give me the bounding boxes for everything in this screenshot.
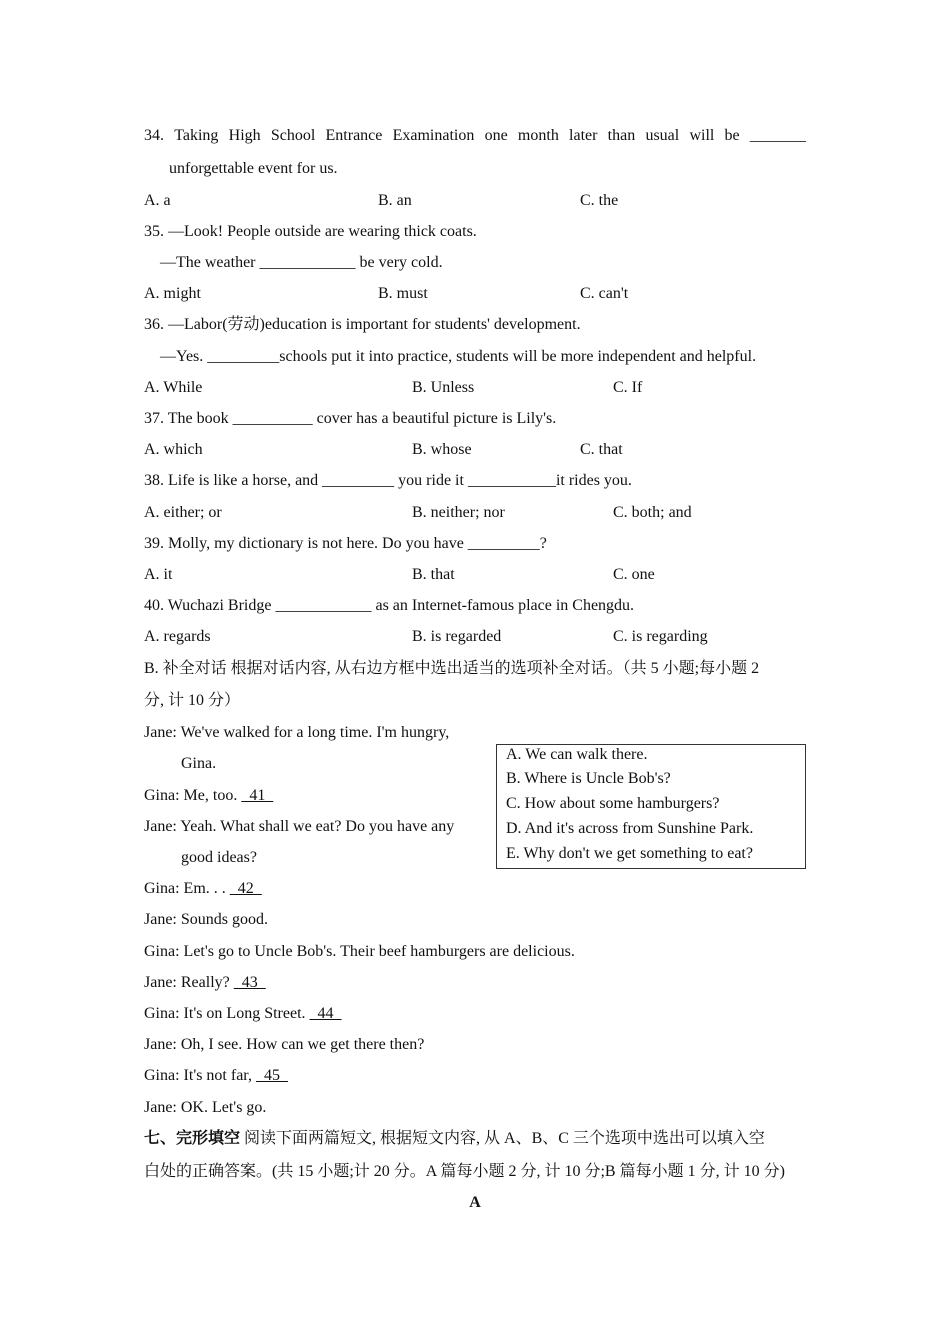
q34-option-a: A. a	[144, 192, 171, 209]
section-7-instructions-cont: 白处的正确答案。(共 15 小题;计 20 分。A 篇每小题 2 分, 计 10 分;B 篇每小题 1 分, 计 10 分)	[144, 1163, 785, 1180]
box-option-d: D. And it's across from Sunshine Park.	[506, 820, 754, 837]
q39-option-c: C. one	[613, 566, 655, 583]
q35-option-b: B. must	[378, 285, 428, 302]
q34-option-b: B. an	[378, 192, 412, 209]
dialog-line: Jane: Oh, I see. How can we get there then?	[144, 1036, 425, 1053]
q36-option-b: B. Unless	[412, 379, 475, 396]
q40-option-b: B. is regarded	[412, 628, 502, 645]
section-b-instructions-cont: 分, 计 10 分）	[144, 692, 241, 709]
q38-option-c: C. both; and	[613, 504, 692, 521]
passage-heading: A	[469, 1194, 481, 1211]
blank-45: 45	[256, 1067, 288, 1084]
options-box	[496, 744, 806, 869]
q40-option-c: C. is regarding	[613, 628, 708, 645]
section-7-instructions: 七、完形填空 阅读下面两篇短文, 根据短文内容, 从 A、B、C 三个选项中选出可以填入空	[144, 1130, 765, 1147]
q40-option-a: A. regards	[144, 628, 211, 645]
q39-stem: 39. Molly, my dictionary is not here. Do you have _________?	[144, 535, 547, 552]
q35-stem: 35. —Look! People outside are wearing thick coats.	[144, 223, 477, 240]
q38-option-a: A. either; or	[144, 504, 222, 521]
dialog-line: Jane: OK. Let's go.	[144, 1099, 267, 1116]
box-option-b: B. Where is Uncle Bob's?	[506, 770, 671, 787]
q37-option-a: A. which	[144, 441, 203, 458]
dialog-line: Gina: Me, too. 41	[144, 787, 274, 804]
q34-stem-cont: unforgettable event for us.	[169, 160, 338, 177]
dialog-line: Jane: Really? 43	[144, 974, 266, 991]
q35-reply: —The weather ____________ be very cold.	[160, 254, 443, 271]
q37-stem: 37. The book __________ cover has a beautiful picture is Lily's.	[144, 410, 557, 427]
box-option-c: C. How about some hamburgers?	[506, 795, 720, 812]
q35-option-a: A. might	[144, 285, 201, 302]
q40-stem: 40. Wuchazi Bridge ____________ as an Internet-famous place in Chengdu.	[144, 597, 635, 614]
q37-option-c: C. that	[580, 441, 623, 458]
blank-43: 43	[233, 974, 266, 991]
dialog-line: Gina: Em. . . 42	[144, 880, 262, 897]
dialog-line: Gina: It's on Long Street. 44	[144, 1005, 342, 1022]
q38-option-b: B. neither; nor	[412, 504, 505, 521]
box-option-e: E. Why don't we get something to eat?	[506, 845, 753, 862]
q39-option-a: A. it	[144, 566, 173, 583]
q35-option-c: C. can't	[580, 285, 629, 302]
q36-option-c: C. If	[613, 379, 643, 396]
dialog-line: Jane: We've walked for a long time. I'm hungry,	[144, 724, 450, 741]
dialog-line: Gina: Let's go to Uncle Bob's. Their beef hamburgers are delicious.	[144, 943, 575, 960]
box-option-a: A. We can walk there.	[506, 746, 648, 763]
blank-42: 42	[229, 880, 262, 897]
section-b-instructions: B. 补全对话 根据对话内容, 从右边方框中选出适当的选项补全对话。（共 5 小题;每小题 2	[144, 660, 760, 677]
dialog-line-cont: good ideas?	[181, 849, 257, 866]
dialog-line-cont: Gina.	[181, 755, 217, 772]
dialog-line: Jane: Yeah. What shall we eat? Do you have any	[144, 818, 455, 835]
q39-option-b: B. that	[412, 566, 455, 583]
dialog-line: Jane: Sounds good.	[144, 911, 268, 928]
q34-option-c: C. the	[580, 192, 619, 209]
q37-option-b: B. whose	[412, 441, 472, 458]
blank-44: 44	[309, 1005, 342, 1022]
q36-option-a: A. While	[144, 379, 203, 396]
dialog-line: Gina: It's not far, 45	[144, 1067, 288, 1084]
blank-41: 41	[241, 787, 274, 804]
q36-stem: 36. —Labor(劳动)education is important for students' development.	[144, 316, 581, 333]
q34-stem: 34. Taking High School Entrance Examination one month later than usual will be _______	[144, 127, 806, 144]
section-7-title: 七、完形填空	[144, 1130, 241, 1147]
q36-reply: —Yes. _________schools put it into practice, students will be more independent and helpful.	[160, 348, 757, 365]
q38-stem: 38. Life is like a horse, and _________ you ride it ___________it rides you.	[144, 472, 632, 489]
